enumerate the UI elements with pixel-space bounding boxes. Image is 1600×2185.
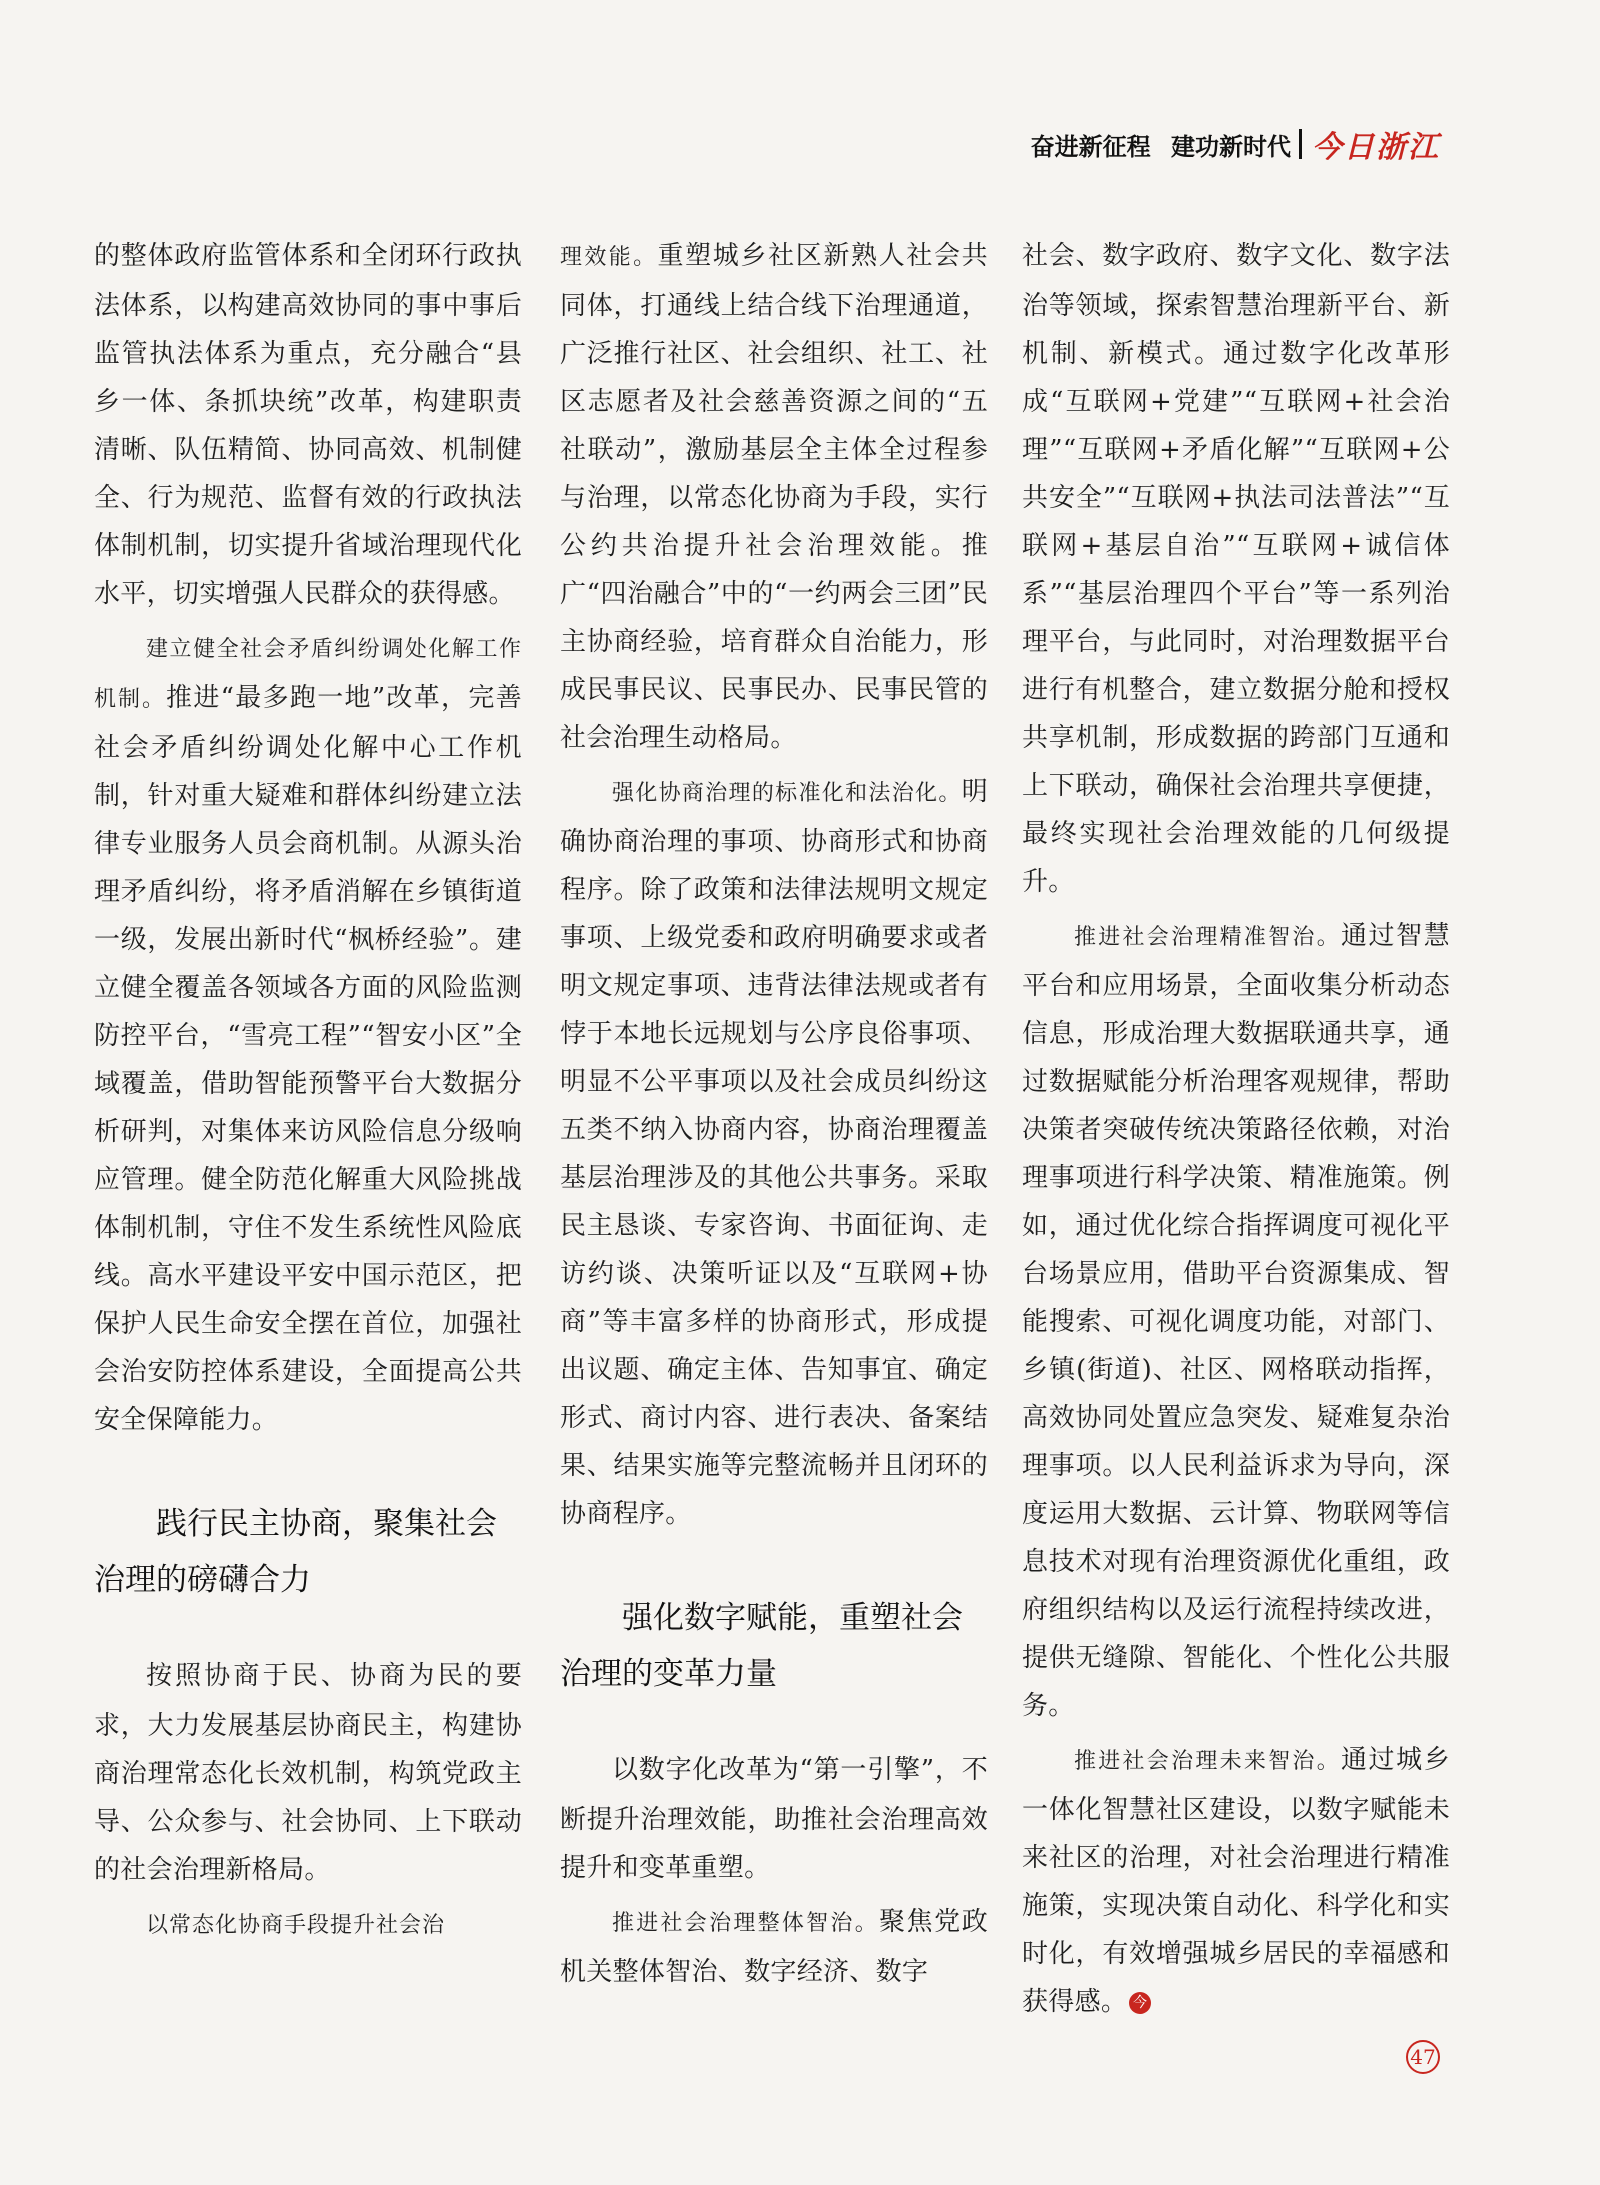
paragraph: 推进社会治理未来智治。通过城乡一体化智慧社区建设，以数字赋能未来社区的治理，对社会治理进行精准施策，实现决策自动化、科学化和实时化，有效增强城乡居民的幸福感和获得感。 今 bbox=[1022, 1745, 1450, 2017]
paragraph: 理效能。重塑城乡社区新熟人社会共同体，打通线上结合线下治理通道，广泛推行社区、社会组织、社工、社区志愿者及社会慈善资源之间的“五社联动”，激励基层全主体全过程参与治理，以常态化协商为手段，实行公约共治提升社会治理效能。推广“四治融合”中的“一约两会三团”民主协商经验，培育群众自治能力，形成民事民议、民事民办、民事民管的社会治理生动格局。 bbox=[560, 241, 988, 753]
paragraph: 推进社会治理整体智治。聚焦党政机关整体智治、数字经济、数字 bbox=[560, 1907, 988, 1987]
paragraph-lead: 建立健全社会矛盾纠纷调处化解工作机制。 bbox=[94, 637, 522, 712]
paragraph: 建立健全社会矛盾纠纷调处化解工作机制。推进“最多跑一地”改革，完善社会矛盾纠纷调处化解中心工作机制，针对重大疑难和群体纠纷建立法律专业服务人员会商机制。从源头治理矛盾纠纷，将矛盾消解在乡镇街道一级，发展出新时代“枫桥经验”。建立健全覆盖各领域各方面的风险监测防控平台，“雪亮工程”“智安小区”全域覆盖，借助智能预警平台大数据分析研判，对集体来访风险信息分级响应管理。健全防范化解重大风险挑战体制机制，守住不发生系统性风险底线。高水平建设平安中国示范区，把保护人民生命安全摆在首位，加强社会治安防控体系建设，全面提高公共安全保障能力。 bbox=[94, 637, 522, 1435]
paragraph-lead: 以常态化协商手段提升社会治 bbox=[146, 1913, 446, 1938]
header-divider bbox=[1299, 129, 1302, 159]
paragraph: 推进社会治理精准智治。通过智慧平台和应用场景，全面收集分析动态信息，形成治理大数据联通共享，通过数据赋能分析治理客观规律，帮助决策者突破传统决策路径依赖，对治理事项进行科学决策、精准施策。例如，通过优化综合指挥调度可视化平台场景应用，借助平台资源集成、智能搜索、可视化调度功能，对部门、乡镇(街道)、社区、网格联动指挥，高效协同处置应急突发、疑难复杂治理事项。以人民利益诉求为导向，深度运用大数据、云计算、物联网等信息技术对现有治理资源优化重组，政府组织结构以及运行流程持续改进，提供无缝隙、智能化、个性化公共服务。 bbox=[1022, 921, 1450, 1721]
paragraph: 的整体政府监管体系和全闭环行政执法体系，以构建高效协同的事中事后监管执法体系为重点，充分融合“县乡一体、条抓块统”改革，构建职责清晰、队伍精简、协同高效、机制健全、行为规范、监督有效的行政执法体制机制，切实提升省域治理现代化水平，切实增强人民群众的获得感。 bbox=[94, 241, 522, 609]
paragraph-lead: 理效能。 bbox=[560, 245, 658, 270]
article-column-3 bbox=[1022, 232, 1450, 2032]
paragraph: 社会、数字政府、数字文化、数字法治等领域，探索智慧治理新平台、新机制、新模式。通过数字化改革形成“互联网+党建”“互联网+社会治理”“互联网+矛盾化解”“互联网+公共安全”“互联网+执法司法普法”“互联网+基层自治”“互联网+诚信体系”“基层治理四个平台”等一系列治理平台，与此同时，对治理数据平台进行有机整合，建立数据分舱和授权共享机制，形成数据的跨部门互通和上下联动，确保社会治理共享便捷，最终实现社会治理效能的几何级提升。 bbox=[1022, 241, 1450, 897]
paragraph bbox=[94, 1900, 522, 1950]
article-column-1 bbox=[94, 232, 522, 1956]
section-heading: 强化数字赋能，重塑社会治理的变革力量 bbox=[560, 1600, 963, 1692]
paragraph-lead: 推进社会治理未来智治。 bbox=[1074, 1749, 1341, 1774]
header-slogan: 奋进新征程 建功新时代 bbox=[1030, 132, 1291, 161]
paragraph-lead: 强化协商治理的标准化和法治化。 bbox=[612, 781, 962, 806]
page-header bbox=[1031, 122, 1440, 166]
section-heading: 践行民主协商，聚集社会治理的磅礴合力 bbox=[94, 1506, 497, 1598]
article-end-mark-icon: 今 bbox=[1129, 1992, 1151, 2014]
paragraph: 按照协商于民、协商为民的要求，大力发展基层协商民主，构建协商治理常态化长效机制，构筑党政主导、公众参与、社会协同、上下联动的社会治理新格局。 bbox=[94, 1661, 522, 1885]
paragraph-lead: 推进社会治理精准智治。 bbox=[1074, 925, 1341, 950]
article-column-2 bbox=[560, 232, 988, 2002]
paragraph-lead: 推进社会治理整体智治。 bbox=[612, 1911, 879, 1936]
page-number: 47 bbox=[1406, 2040, 1440, 2074]
paragraph: 强化协商治理的标准化和法治化。明确协商治理的事项、协商形式和协商程序。除了政策和法律法规明文规定事项、上级党委和政府明确要求或者明文规定事项、违背法律法规或者有悖于本地长远规划与公序良俗事项、明显不公平事项以及社会成员纠纷这五类不纳入协商内容，协商治理覆盖基层治理涉及的其他公共事务。采取民主恳谈、专家咨询、书面征询、走访约谈、决策听证以及“互联网+协商”等丰富多样的协商形式，形成提出议题、确定主体、告知事宜、确定形式、商讨内容、进行表决、备案结果、结果实施等完整流畅并且闭环的协商程序。 bbox=[560, 777, 988, 1529]
magazine-logo: 今日浙江 bbox=[1312, 130, 1440, 165]
paragraph: 以数字化改革为“第一引擎”，不断提升治理效能，助推社会治理高效提升和变革重塑。 bbox=[560, 1755, 988, 1883]
